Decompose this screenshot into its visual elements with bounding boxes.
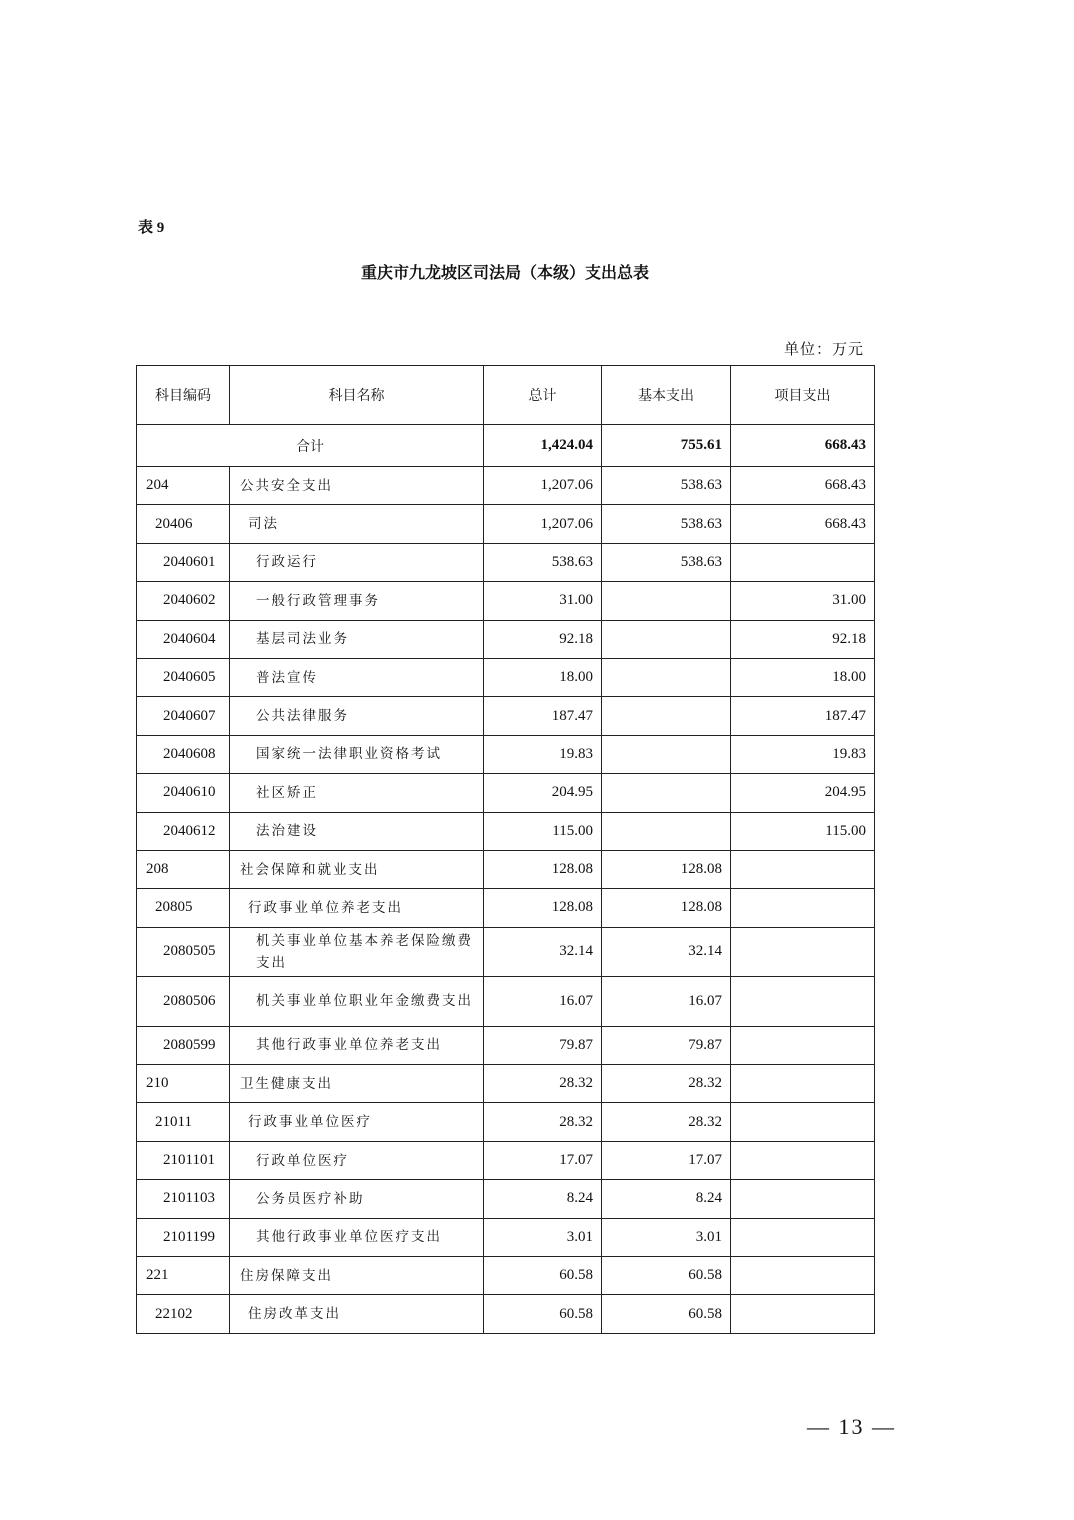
row-code: 221: [137, 1257, 230, 1295]
row-code: 2080506: [137, 977, 230, 1027]
row-total: 1,207.06: [484, 467, 602, 505]
row-project: [731, 977, 875, 1027]
row-name: 行政单位医疗: [230, 1141, 484, 1179]
row-basic: 17.07: [602, 1141, 731, 1179]
row-name: 基层司法业务: [230, 620, 484, 658]
row-code: 20805: [137, 889, 230, 927]
row-total: 204.95: [484, 774, 602, 812]
row-code: 2040605: [137, 658, 230, 696]
row-name: 住房保障支出: [230, 1257, 484, 1295]
header-row: [137, 366, 875, 425]
row-total: 17.07: [484, 1141, 602, 1179]
row-project: [731, 850, 875, 888]
row-project: 668.43: [731, 505, 875, 543]
row-project: 668.43: [731, 467, 875, 505]
row-project: [731, 927, 875, 977]
row-basic: 28.32: [602, 1065, 731, 1103]
row-code: 2101199: [137, 1218, 230, 1256]
row-name: 行政事业单位医疗: [230, 1103, 484, 1141]
row-name: 住房改革支出: [230, 1295, 484, 1333]
row-total: 115.00: [484, 812, 602, 850]
row-basic: [602, 735, 731, 773]
header-project: 项目支出: [731, 366, 875, 425]
row-basic: 538.63: [602, 467, 731, 505]
total-total: 1,424.04: [484, 425, 602, 467]
table-row: [137, 543, 875, 581]
row-code: 2040607: [137, 697, 230, 735]
row-total: 79.87: [484, 1026, 602, 1064]
row-basic: [602, 697, 731, 735]
row-total: 28.32: [484, 1103, 602, 1141]
table-row: [137, 889, 875, 927]
row-basic: 60.58: [602, 1295, 731, 1333]
table-row: [137, 1180, 875, 1218]
table-row: [137, 977, 875, 1027]
row-total: 92.18: [484, 620, 602, 658]
row-name: 卫生健康支出: [230, 1065, 484, 1103]
table-row: [137, 1295, 875, 1333]
row-name: 机关事业单位基本养老保险缴费支出: [230, 927, 484, 977]
row-name: 公务员医疗补助: [230, 1180, 484, 1218]
total-row: [137, 425, 875, 467]
row-total: 32.14: [484, 927, 602, 977]
row-project: 92.18: [731, 620, 875, 658]
row-total: 19.83: [484, 735, 602, 773]
row-name: 社会保障和就业支出: [230, 850, 484, 888]
row-total: 128.08: [484, 850, 602, 888]
row-project: 115.00: [731, 812, 875, 850]
row-basic: 128.08: [602, 889, 731, 927]
header-name: 科目名称: [230, 366, 484, 425]
row-code: 2040602: [137, 582, 230, 620]
row-project: [731, 1257, 875, 1295]
row-total: 187.47: [484, 697, 602, 735]
row-name: 公共安全支出: [230, 467, 484, 505]
table-row: [137, 927, 875, 977]
row-name: 国家统一法律职业资格考试: [230, 735, 484, 773]
row-total: 31.00: [484, 582, 602, 620]
row-code: 2040612: [137, 812, 230, 850]
row-total: 1,207.06: [484, 505, 602, 543]
row-name: 普法宣传: [230, 658, 484, 696]
row-name: 法治建设: [230, 812, 484, 850]
table-row: [137, 774, 875, 812]
row-total: 28.32: [484, 1065, 602, 1103]
row-project: [731, 1103, 875, 1141]
table-row: [137, 850, 875, 888]
document-title: 重庆市九龙坡区司法局（本级）支出总表: [360, 265, 649, 282]
row-project: [731, 1026, 875, 1064]
table-row: [137, 1218, 875, 1256]
row-project: [731, 1141, 875, 1179]
row-basic: 60.58: [602, 1257, 731, 1295]
row-project: 187.47: [731, 697, 875, 735]
row-name: 机关事业单位职业年金缴费支出: [230, 977, 484, 1027]
row-basic: [602, 774, 731, 812]
row-code: 208: [137, 850, 230, 888]
table-row: [137, 1103, 875, 1141]
table-label: 表 9: [138, 220, 165, 236]
row-code: 2040601: [137, 543, 230, 581]
unit-label: 单位：万元: [783, 342, 864, 358]
row-code: 2080599: [137, 1026, 230, 1064]
row-name: 其他行政事业单位养老支出: [230, 1026, 484, 1064]
header-code: 科目编码: [137, 366, 230, 425]
row-name: 行政运行: [230, 543, 484, 581]
row-total: 128.08: [484, 889, 602, 927]
row-basic: [602, 620, 731, 658]
row-total: 60.58: [484, 1295, 602, 1333]
row-project: [731, 1295, 875, 1333]
table-row: [137, 1141, 875, 1179]
header-basic: 基本支出: [602, 366, 731, 425]
row-code: 2101101: [137, 1141, 230, 1179]
row-basic: 8.24: [602, 1180, 731, 1218]
row-basic: 128.08: [602, 850, 731, 888]
row-name: 其他行政事业单位医疗支出: [230, 1218, 484, 1256]
row-code: 20406: [137, 505, 230, 543]
page-number: — 13 —: [807, 1414, 896, 1439]
table-row: [137, 697, 875, 735]
table-row: [137, 620, 875, 658]
row-basic: [602, 658, 731, 696]
row-code: 2101103: [137, 1180, 230, 1218]
row-code: 2040604: [137, 620, 230, 658]
table-row: [137, 1065, 875, 1103]
row-project: [731, 889, 875, 927]
row-basic: 538.63: [602, 505, 731, 543]
table-row: [137, 467, 875, 505]
table-row: [137, 735, 875, 773]
row-total: 16.07: [484, 977, 602, 1027]
row-total: 18.00: [484, 658, 602, 696]
row-basic: 538.63: [602, 543, 731, 581]
row-basic: 16.07: [602, 977, 731, 1027]
row-basic: 79.87: [602, 1026, 731, 1064]
total-basic: 755.61: [602, 425, 731, 467]
table-row: [137, 658, 875, 696]
row-project: 19.83: [731, 735, 875, 773]
header-total: 总计: [484, 366, 602, 425]
row-project: [731, 1065, 875, 1103]
row-code: 2040608: [137, 735, 230, 773]
row-code: 210: [137, 1065, 230, 1103]
table-row: [137, 505, 875, 543]
row-basic: 3.01: [602, 1218, 731, 1256]
table-row: [137, 582, 875, 620]
row-name: 公共法律服务: [230, 697, 484, 735]
row-project: [731, 1180, 875, 1218]
row-project: [731, 1218, 875, 1256]
row-name: 行政事业单位养老支出: [230, 889, 484, 927]
table-row: [137, 1026, 875, 1064]
row-basic: [602, 812, 731, 850]
row-code: 2040610: [137, 774, 230, 812]
expenditure-table: [136, 365, 875, 1334]
table-row: [137, 1257, 875, 1295]
row-name: 司法: [230, 505, 484, 543]
row-total: 538.63: [484, 543, 602, 581]
row-total: 3.01: [484, 1218, 602, 1256]
row-code: 21011: [137, 1103, 230, 1141]
row-name: 社区矫正: [230, 774, 484, 812]
row-project: 18.00: [731, 658, 875, 696]
row-project: 204.95: [731, 774, 875, 812]
table-row: [137, 812, 875, 850]
row-basic: 28.32: [602, 1103, 731, 1141]
total-project: 668.43: [731, 425, 875, 467]
row-project: 31.00: [731, 582, 875, 620]
row-project: [731, 543, 875, 581]
row-code: 204: [137, 467, 230, 505]
row-total: 60.58: [484, 1257, 602, 1295]
row-code: 2080505: [137, 927, 230, 977]
row-name: 一般行政管理事务: [230, 582, 484, 620]
row-code: 22102: [137, 1295, 230, 1333]
row-total: 8.24: [484, 1180, 602, 1218]
row-basic: [602, 582, 731, 620]
row-basic: 32.14: [602, 927, 731, 977]
total-label: 合计: [137, 425, 484, 467]
